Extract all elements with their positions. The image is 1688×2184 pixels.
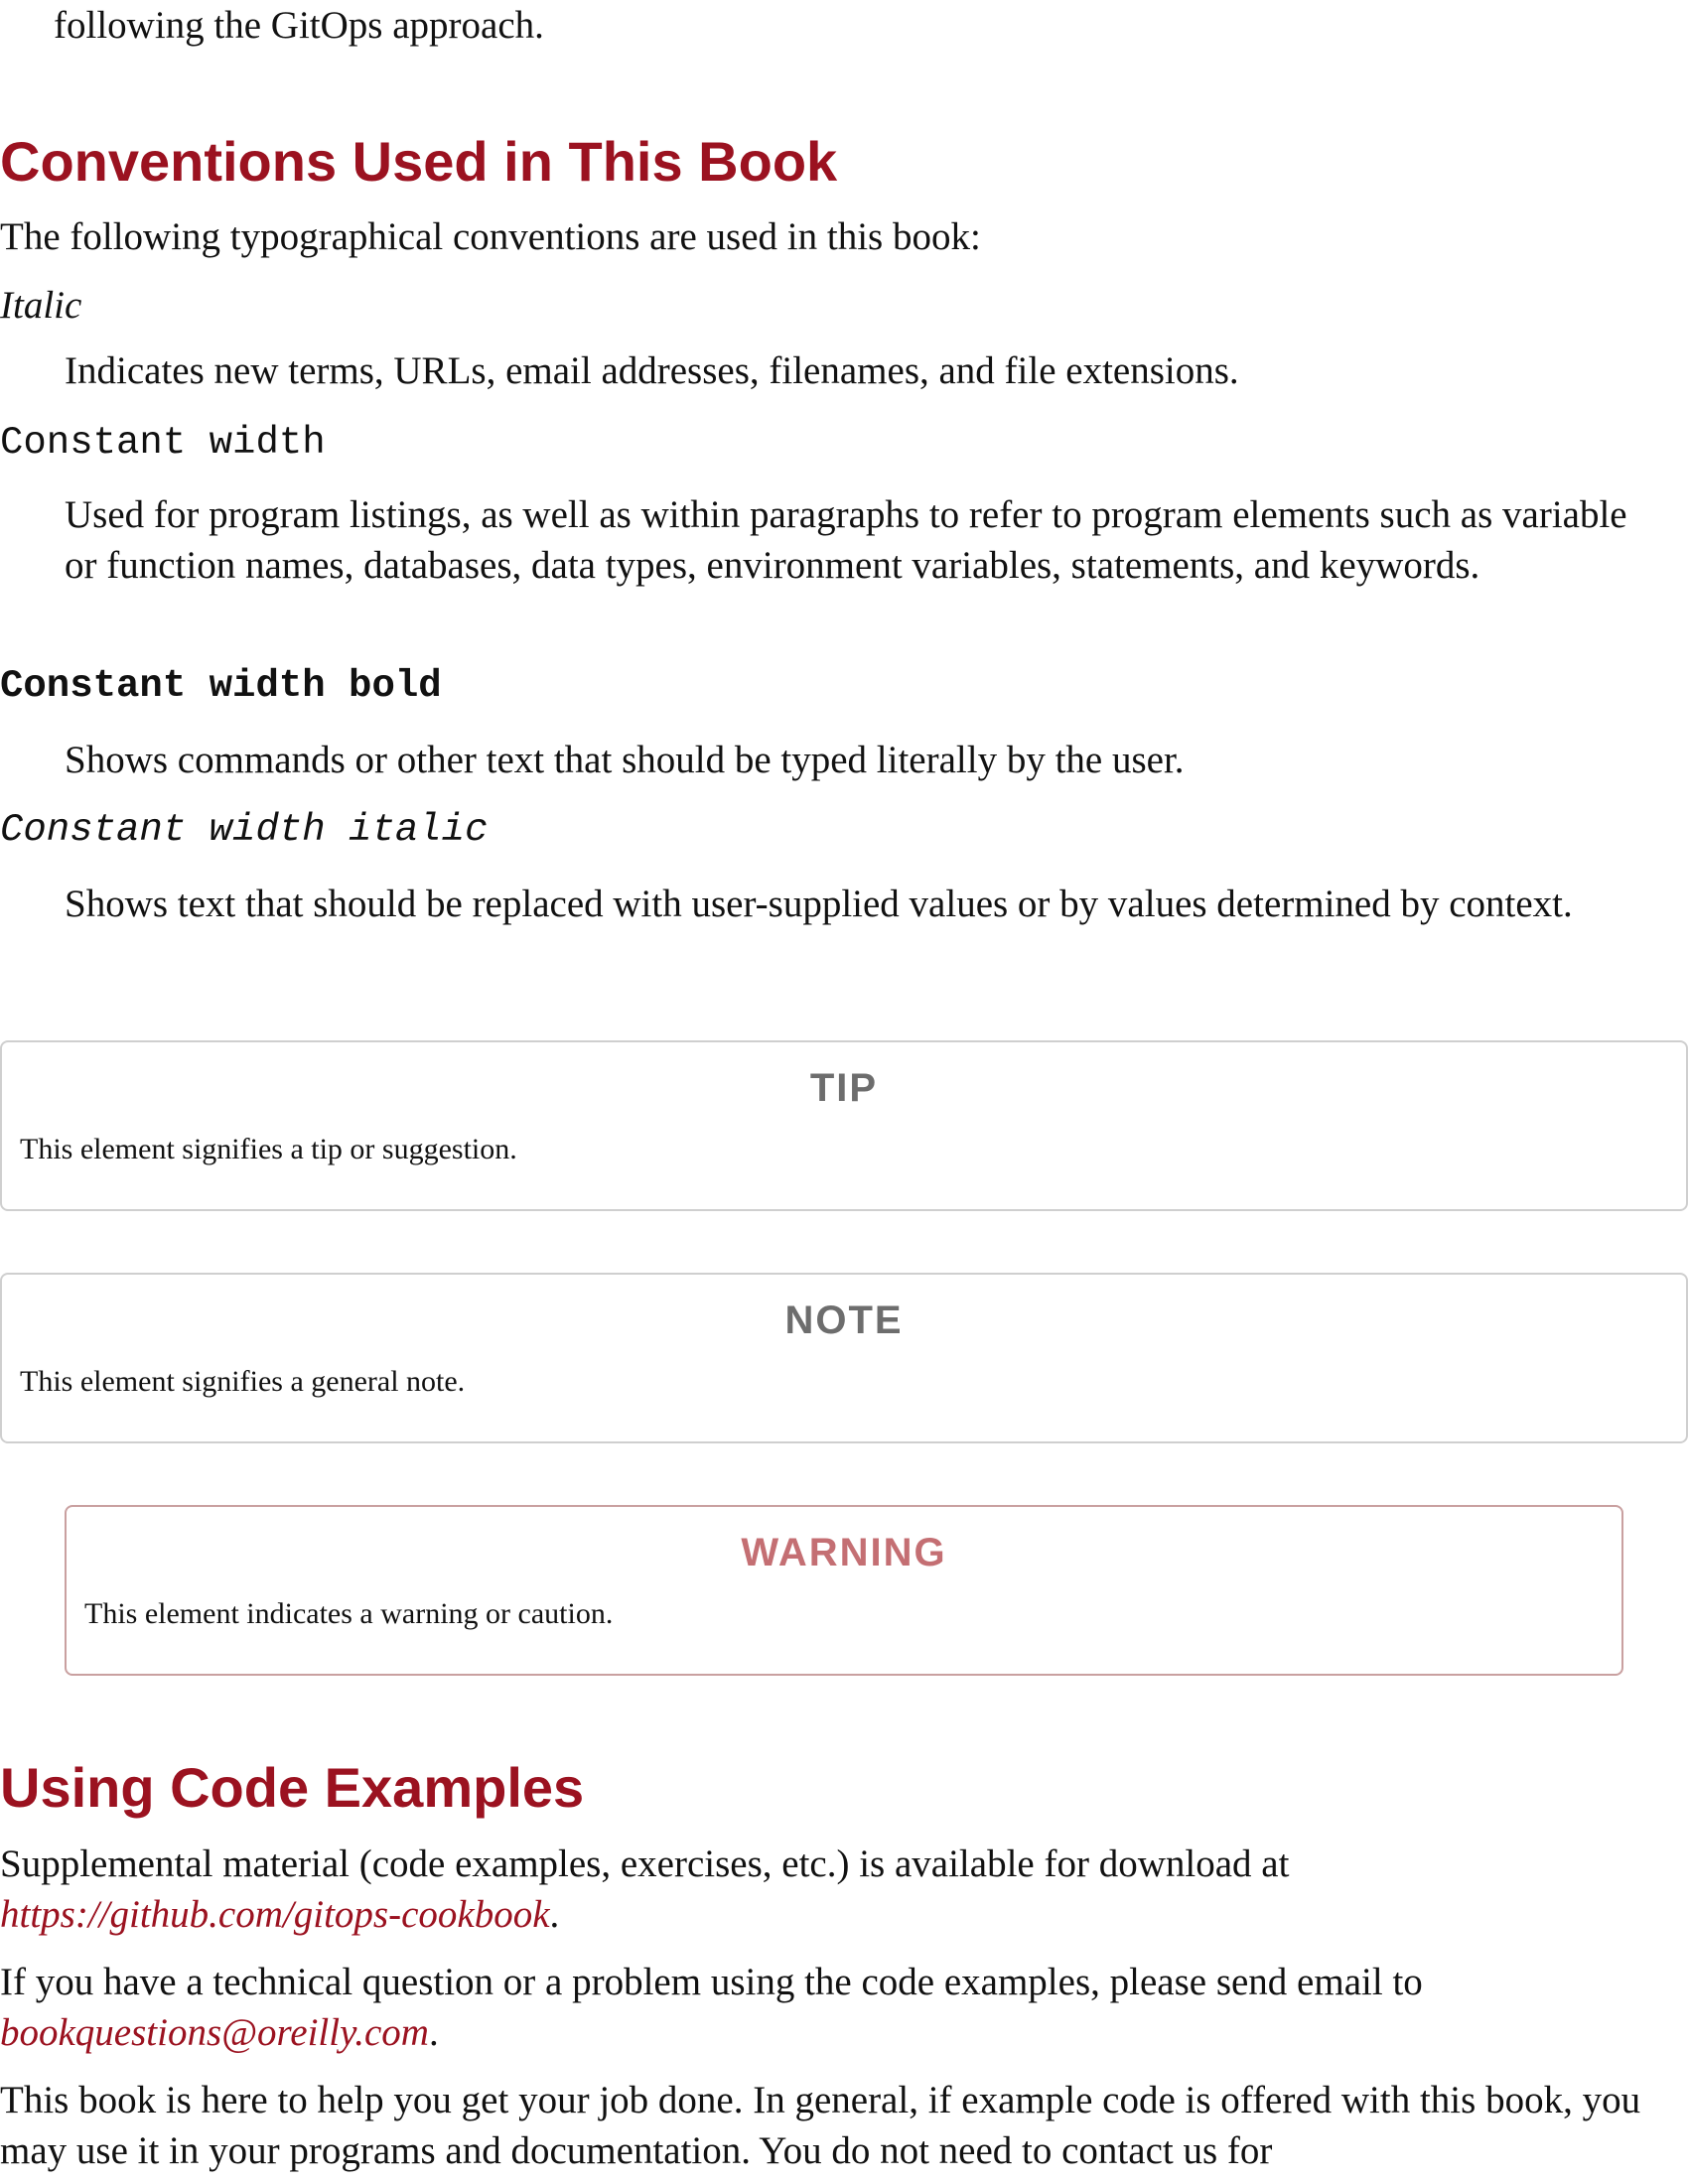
term-constant-width-bold: Constant width bold [0,664,442,708]
note-title: NOTE [784,1298,904,1342]
code-examples-paragraph-1 [0,1839,1668,1940]
definition-italic: Indicates new terms, URLs, email addresses, filenames, and file extensions. [65,349,1239,392]
warning-title: WARNING [741,1531,947,1574]
paragraph-2-end: . [428,2011,439,2054]
term-constant-width: Constant width [0,421,326,465]
intro-continuation: following the GitOps approach. [54,4,544,47]
term-constant-width-italic: Constant width italic [0,808,489,852]
paragraph-2-text: If you have a technical question or a problem using the code examples, please send email to [0,1961,1423,2003]
code-examples-paragraph-3: This book is here to help you get your job done. In general, if example code is offered with this book, you may use it in your programs and documentation. You do not need to contact us for [0,2079,1641,2172]
warning-box [65,1505,1623,1676]
conventions-heading: Conventions Used in This Book [0,130,838,193]
github-link[interactable]: https://github.com/gitops-cookbook [0,1893,550,1936]
term-italic: Italic [0,284,82,327]
definition-constant-width-italic: Shows text that should be replaced with user-supplied values or by values determined by context. [65,883,1573,925]
email-link[interactable]: bookquestions@oreilly.com [0,2011,429,2054]
conventions-lead: The following typographical conventions are used in this book: [0,215,981,258]
warning-text: This element indicates a warning or caution. [84,1597,614,1630]
tip-text: This element signifies a tip or suggestion. [20,1133,517,1165]
tip-title: TIP [809,1066,879,1110]
code-examples-heading: Using Code Examples [0,1756,585,1819]
definition-constant-width-bold: Shows commands or other text that should be typed literally by the user. [65,739,1185,781]
tip-box [0,1040,1688,1211]
definition-constant-width: Used for program listings, as well as within paragraphs to refer to program elements such as variable or function names, databases, data types, environment variables, statements, and keywords. [65,493,1627,587]
paragraph-1-text: Supplemental material (code examples, exercises, etc.) is available for download at [0,1843,1290,1885]
paragraph-1-end: . [549,1893,560,1936]
code-examples-paragraph-2 [0,1957,1668,2058]
note-text: This element signifies a general note. [20,1365,466,1398]
note-box [0,1273,1688,1443]
